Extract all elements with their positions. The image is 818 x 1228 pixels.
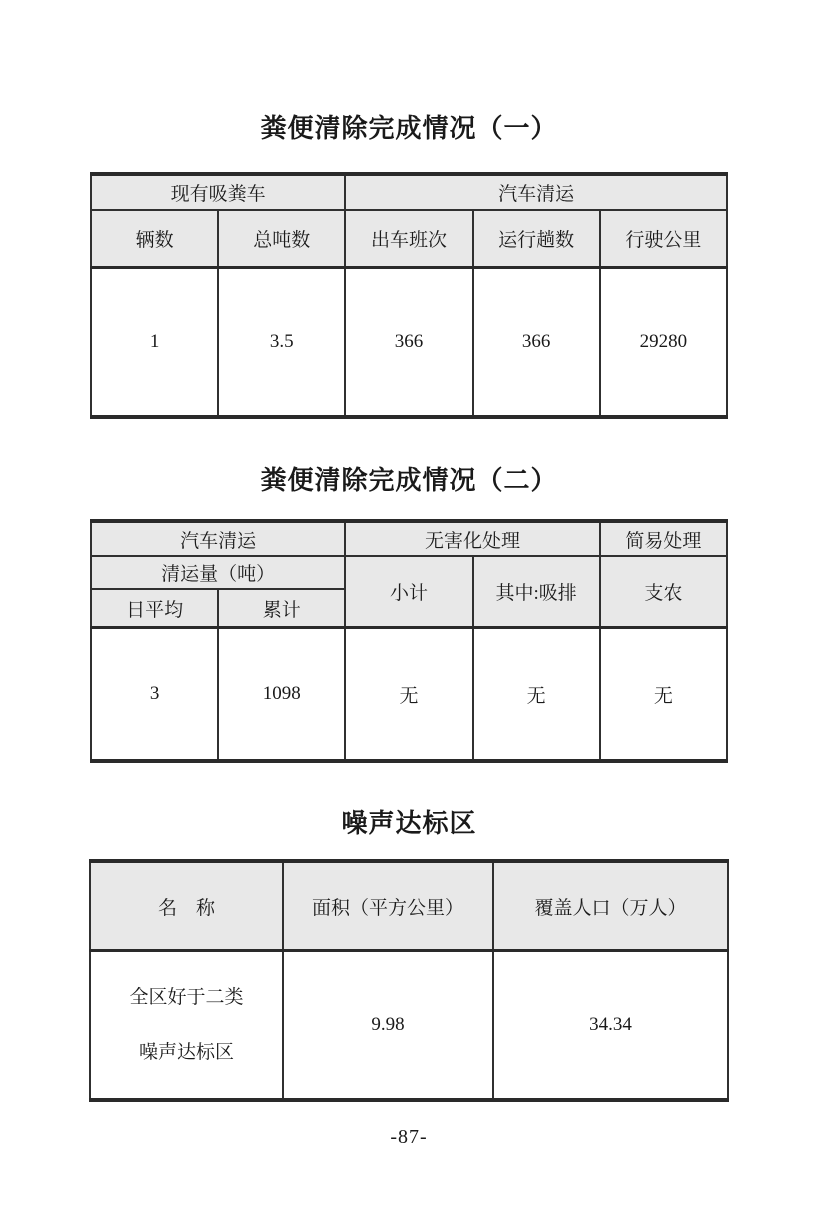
header-cell-harmless-treatment: 无害化处理 xyxy=(345,521,599,556)
data-cell-daily-average: 3 xyxy=(91,628,218,762)
table1-group-header-row xyxy=(91,174,727,210)
header-cell-km-driven: 行驶公里 xyxy=(600,210,727,268)
header-cell-truck-removal: 汽车清运 xyxy=(345,174,727,210)
table-feces-removal-1 xyxy=(90,172,728,419)
data-cell-zone-name xyxy=(90,951,283,1101)
zone-name-line1: 全区好于二类 xyxy=(129,986,244,1008)
header-cell-of-which-suction: 其中:吸排 xyxy=(473,556,600,628)
header-cell-removal-volume-tons: 清运量（吨） xyxy=(91,556,345,589)
table1-column-header-row xyxy=(91,210,727,268)
header-cell-vehicle-count: 辆数 xyxy=(91,210,218,268)
table-feces-removal-2 xyxy=(90,519,728,763)
header-cell-total-tonnage: 总吨数 xyxy=(218,210,345,268)
header-cell-area-sqkm: 面积（平方公里） xyxy=(283,861,493,951)
header-cell-truck-removal: 汽车清运 xyxy=(91,521,345,556)
page-number: -87- xyxy=(390,1126,428,1148)
data-cell-farm-support: 无 xyxy=(600,628,727,762)
data-cell-run-trips: 366 xyxy=(473,268,600,418)
data-cell-area: 9.98 xyxy=(283,951,493,1101)
header-cell-cumulative: 累计 xyxy=(218,589,345,628)
header-cell-existing-suction-trucks: 现有吸粪车 xyxy=(91,174,345,210)
header-cell-covered-population: 覆盖人口（万人） xyxy=(493,861,728,951)
table2-data-row xyxy=(91,628,727,762)
table3-data-row xyxy=(90,951,728,1101)
data-cell-dispatch-shifts: 366 xyxy=(345,268,472,418)
data-cell-cumulative: 1098 xyxy=(218,628,345,762)
data-cell-subtotal: 无 xyxy=(345,628,472,762)
header-cell-name: 名 称 xyxy=(90,861,283,951)
header-cell-subtotal: 小计 xyxy=(345,556,472,628)
header-cell-simple-treatment: 简易处理 xyxy=(600,521,727,556)
table3-title: 噪声达标区 xyxy=(341,809,477,838)
header-cell-dispatch-shifts: 出车班次 xyxy=(345,210,472,268)
table2-title: 粪便清除完成情况（二） xyxy=(260,466,558,495)
header-cell-run-trips: 运行趟数 xyxy=(473,210,600,268)
header-cell-farm-support: 支农 xyxy=(600,556,727,628)
table3-column-header-row xyxy=(90,861,728,951)
data-cell-vehicle-count: 1 xyxy=(91,268,218,418)
zone-name-line2: 噪声达标区 xyxy=(138,1041,234,1063)
table1-data-row xyxy=(91,268,727,418)
table1-title: 粪便清除完成情况（一） xyxy=(260,114,558,143)
data-cell-population: 34.34 xyxy=(493,951,728,1101)
table-noise-compliance xyxy=(89,859,729,1102)
header-cell-daily-average: 日平均 xyxy=(91,589,218,628)
table2-group-header-row xyxy=(91,521,727,556)
table2-subgroup-header-row xyxy=(91,556,727,589)
data-cell-km-driven: 29280 xyxy=(600,268,727,418)
data-cell-total-tonnage: 3.5 xyxy=(218,268,345,418)
data-cell-of-which-suction: 无 xyxy=(473,628,600,762)
